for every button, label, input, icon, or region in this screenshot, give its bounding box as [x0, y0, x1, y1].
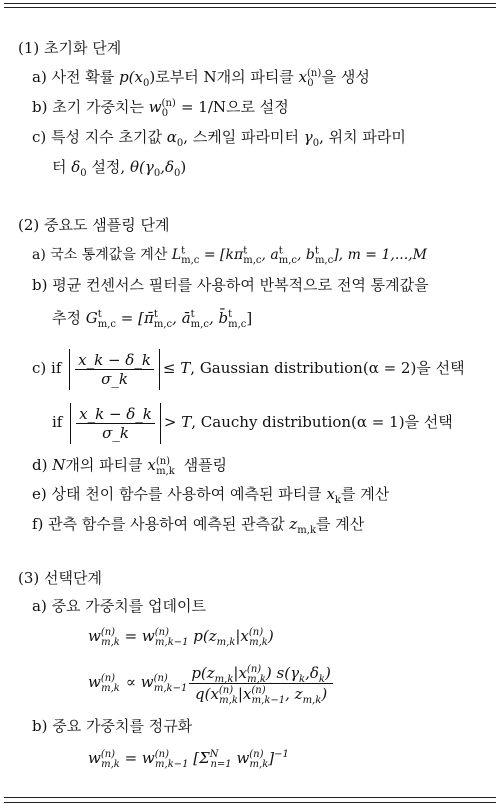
section3-step-a: a) 중요 가중치를 업데이트	[32, 597, 207, 615]
section2-step-b-line1: b) 평균 컨센서스 필터를 사용하여 반복적으로 전역 통계값을	[32, 276, 429, 294]
top-rule-inner	[4, 7, 496, 8]
section2-step-e: e) 상태 천이 함수를 사용하여 예측된 파티클 $x_k$를 계산	[32, 485, 390, 506]
bottom-rule-inner	[4, 797, 496, 798]
section2-step-a: a) 국소 통계값을 계산 $L^t_{m,c} = [k\pi^t_{m,c}$, $a^t_{m,c}$, $b^t_{m,c}$], m = 1,...,M	[32, 245, 427, 266]
top-rule	[4, 3, 496, 4]
section3-step-b: b) 중요 가중치를 정규화	[32, 717, 193, 735]
section3-equation-2: $w^{(n)}_{m,k} \propto w^{(n)}_{m,k-1}$ $\frac{p(z_{m,k}|x^{(n)}_{m,k}) s(\gamma_k,\delta_k)}{q(x^{(n)}_{m,k}|x^{(n)}_{m,k-1}, z_{m,k})}$	[88, 663, 331, 706]
section1-step-c-line1: c) 특성 지수 초기값 $\alpha_0$, 스케일 파라미터 $\gamma_0$, 위치 파라미	[32, 128, 406, 149]
section1-heading: (1) 초기화 단계	[18, 39, 122, 57]
section2-step-f: f) 관측 함수를 사용하여 예측된 관측값 $z_{m,k}$를 계산	[32, 515, 365, 536]
section3-equation-3: $w^{(n)}_{m,k} = w^{(n)}_{m,k-1}$ [$\Sigma^N_{n=1}$ $w^{(n)}_{m,k}]^{-1}$	[88, 749, 289, 770]
section1-step-b: b) 초기 가중치는 $w^{(n)}_0 = 1/N$으로 설정	[32, 98, 289, 119]
section2-heading: (2) 중요도 샘플링 단계	[18, 216, 170, 234]
section2-step-d: d) N개의 파티클 $x^{(n)}_{m,k}$ 샘플링	[32, 456, 228, 477]
bottom-rule	[4, 802, 496, 803]
section2-step-b-line2: 추정 $G^t_{m,c}$ = [π̄$^t_{m,c}$, $ā^t_{m,c}$, b̄$^t_{m,c}$]	[52, 309, 253, 330]
section2-step-c-line1: c) if $\frac{x\_k - \delta\_k}{\sigma\_k}$ ≤ T, Gaussian distribution(α = 2)을 선택	[32, 350, 465, 388]
section3-heading: (3) 선택단계	[18, 569, 102, 587]
section2-step-c-line2: if $\frac{x\_k - \delta\_k}{\sigma\_k}$ > T, Cauchy distribution(α = 1)을 선택	[52, 404, 453, 442]
section3-equation-1: $w^{(n)}_{m,k} = w^{(n)}_{m,k-1}$ $p(z_{m,k}|x^{(n)}_{m,k})$	[88, 627, 274, 648]
section1-step-a: a) 사전 확률 $p(x_0)$로부터 N개의 파티클 $x^{(n)}_0$ 을 생성	[32, 68, 370, 89]
abs-expression: $\frac{x\_k - \delta\_k}{\sigma\_k}$	[69, 349, 160, 390]
abs-expression: $\frac{x\_k - \delta\_k}{\sigma\_k}$	[70, 403, 161, 444]
section1-step-c-line2: 터 $\delta_0$ 설정, $\theta(\gamma_0,\delta_0)$	[52, 158, 187, 179]
